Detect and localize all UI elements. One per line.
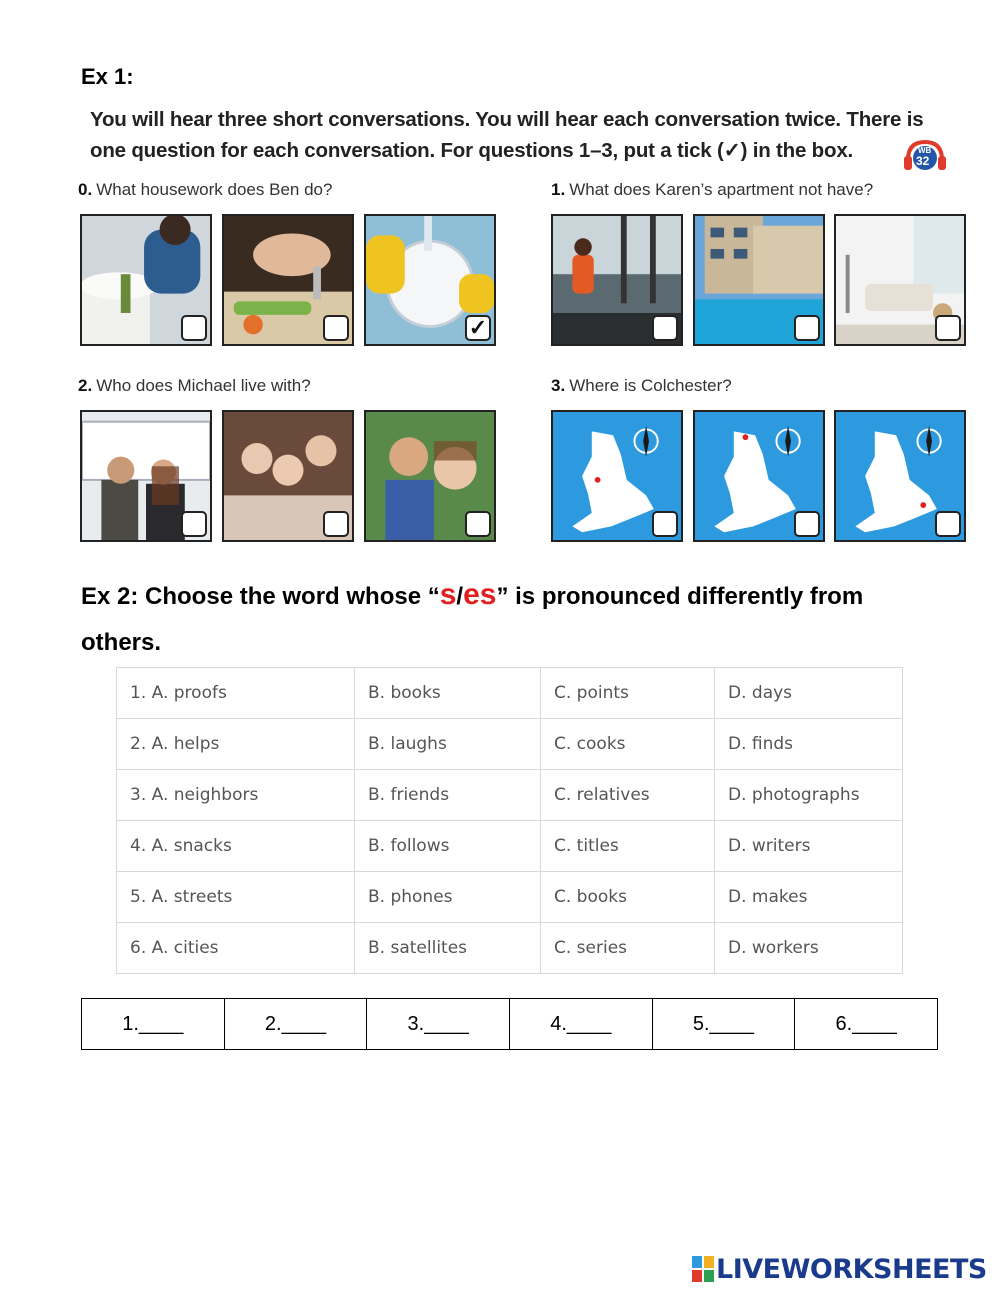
tick-box[interactable]: ✓ xyxy=(465,315,491,341)
answer-field-6[interactable]: 6.____ xyxy=(795,999,938,1050)
table-cell: C. series xyxy=(541,923,715,974)
option-washing-dishes[interactable] xyxy=(364,214,496,346)
table-cell: D. makes xyxy=(715,872,903,923)
badge-track-number: 32 xyxy=(916,154,930,168)
table-cell: B. friends xyxy=(355,770,541,821)
option-cleaning-toilet[interactable] xyxy=(80,214,212,346)
table-cell: B. phones xyxy=(355,872,541,923)
option-grandmother-mother-daughter[interactable] xyxy=(222,410,354,542)
listening-instructions: You will hear three short conversations. You will hear each conversation twice. There is one question for each conversation. For questions 1–3, put a tick (✓) in the box. xyxy=(90,108,924,162)
badge-wb-label: WB xyxy=(918,146,932,155)
table-cell: 1. A. proofs xyxy=(117,668,355,719)
exercise-1-title: Ex 1: xyxy=(81,64,134,89)
table-row xyxy=(117,770,903,821)
question-2-label: 2. Who does Michael live with? xyxy=(78,376,311,395)
table-cell: B. laughs xyxy=(355,719,541,770)
table-row xyxy=(117,719,903,770)
table-row xyxy=(117,821,903,872)
tick-box[interactable] xyxy=(652,511,678,537)
table-cell: 2. A. helps xyxy=(117,719,355,770)
table-cell: B. follows xyxy=(355,821,541,872)
table-cell: 6. A. cities xyxy=(117,923,355,974)
audio-track-badge[interactable] xyxy=(902,138,948,172)
table-cell: B. satellites xyxy=(355,923,541,974)
answer-field-4[interactable]: 4.____ xyxy=(509,999,652,1050)
table-cell: C. books xyxy=(541,872,715,923)
table-cell: 3. A. neighbors xyxy=(117,770,355,821)
tick-box[interactable] xyxy=(181,315,207,341)
answer-field-2[interactable]: 2.____ xyxy=(224,999,367,1050)
tick-box[interactable] xyxy=(794,511,820,537)
option-map-east[interactable] xyxy=(834,410,966,542)
table-cell: C. points xyxy=(541,668,715,719)
table-cell: D. workers xyxy=(715,923,903,974)
answer-field-3[interactable]: 3.____ xyxy=(367,999,510,1050)
tick-box[interactable] xyxy=(935,511,961,537)
tick-box[interactable] xyxy=(323,511,349,537)
table-cell: C. cooks xyxy=(541,719,715,770)
table-cell: B. books xyxy=(355,668,541,719)
option-living-room[interactable] xyxy=(834,214,966,346)
table-cell: 4. A. snacks xyxy=(117,821,355,872)
exercise-2-title: Ex 2: Choose the word whose “s/es” is pronounced differently from others. xyxy=(81,578,864,656)
tick-box[interactable] xyxy=(652,315,678,341)
table-row xyxy=(117,923,903,974)
option-mother-and-son[interactable] xyxy=(364,410,496,542)
choices-table xyxy=(116,667,903,974)
question-1-label: 1. What does Karen’s apartment not have? xyxy=(551,180,874,199)
table-cell: D. days xyxy=(715,668,903,719)
option-map-west[interactable] xyxy=(551,410,683,542)
answer-table xyxy=(81,998,938,1050)
option-couple[interactable] xyxy=(80,410,212,542)
option-swimming-pool[interactable] xyxy=(693,214,825,346)
liveworksheets-logo[interactable] xyxy=(692,1252,987,1286)
table-cell: 5. A. streets xyxy=(117,872,355,923)
question-0-label: 0. What housework does Ben do? xyxy=(78,180,333,199)
answer-field-5[interactable]: 5.____ xyxy=(652,999,795,1050)
table-cell: D. writers xyxy=(715,821,903,872)
table-row xyxy=(117,872,903,923)
table-cell: D. finds xyxy=(715,719,903,770)
table-cell: D. photographs xyxy=(715,770,903,821)
tick-box[interactable] xyxy=(794,315,820,341)
table-cell: C. relatives xyxy=(541,770,715,821)
option-chopping-vegetables[interactable] xyxy=(222,214,354,346)
answer-field-1[interactable]: 1.____ xyxy=(82,999,225,1050)
option-gym[interactable] xyxy=(551,214,683,346)
option-map-north[interactable] xyxy=(693,410,825,542)
tick-box[interactable] xyxy=(323,315,349,341)
liveworksheets-logo-icon xyxy=(692,1256,714,1282)
logo-text: LIVEWORKSHEETS xyxy=(716,1253,987,1285)
question-3-label: 3. Where is Colchester? xyxy=(551,376,732,395)
table-cell: C. titles xyxy=(541,821,715,872)
tick-box[interactable] xyxy=(465,511,491,537)
table-row xyxy=(117,668,903,719)
tick-box[interactable] xyxy=(181,511,207,537)
tick-box[interactable] xyxy=(935,315,961,341)
